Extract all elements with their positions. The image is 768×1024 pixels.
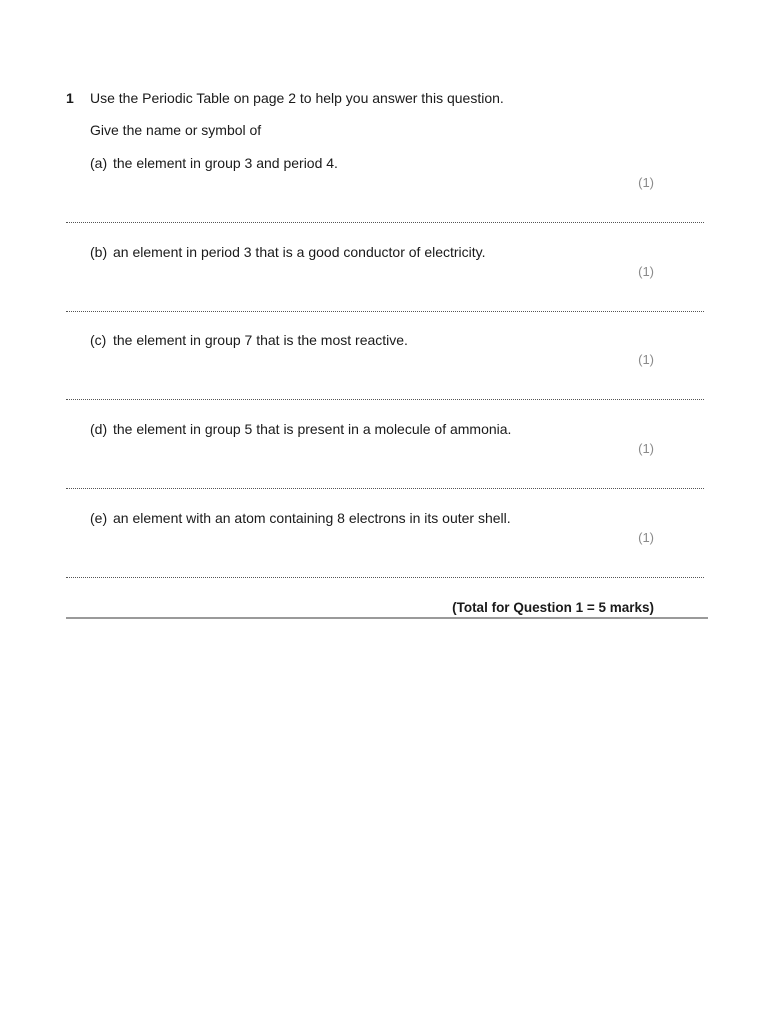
part-marks: (1) [638, 530, 654, 545]
question-stem: Use the Periodic Table on page 2 to help you answer this question. [90, 90, 504, 106]
answer-line[interactable] [66, 399, 704, 400]
part-text: the element in group 7 that is the most reactive. [113, 332, 408, 348]
part-marks: (1) [638, 352, 654, 367]
part-text: an element in period 3 that is a good conductor of electricity. [113, 244, 486, 260]
part-text: the element in group 3 and period 4. [113, 155, 338, 171]
total-marks: (Total for Question 1 = 5 marks) [452, 600, 654, 615]
question-part-d [0, 420, 768, 510]
question-number: 1 [66, 90, 74, 106]
answer-line[interactable] [66, 222, 704, 223]
part-letter: (e) [90, 510, 108, 526]
part-letter: (b) [90, 244, 108, 260]
question-intro: Give the name or symbol of [90, 122, 262, 138]
total-rule [66, 617, 708, 619]
part-text: an element with an atom containing 8 electrons in its outer shell. [113, 510, 511, 526]
part-letter: (a) [90, 155, 108, 171]
part-marks: (1) [638, 441, 654, 456]
part-letter: (d) [90, 421, 108, 437]
question-part-e [0, 509, 768, 599]
question-part-a [0, 154, 768, 244]
part-letter: (c) [90, 332, 107, 348]
part-text: the element in group 5 that is present in a molecule of ammonia. [113, 421, 512, 437]
part-marks: (1) [638, 264, 654, 279]
question-part-c [0, 331, 768, 421]
answer-line[interactable] [66, 311, 704, 312]
question-part-b [0, 243, 768, 333]
answer-line[interactable] [66, 488, 704, 489]
answer-line[interactable] [66, 577, 704, 578]
part-marks: (1) [638, 175, 654, 190]
